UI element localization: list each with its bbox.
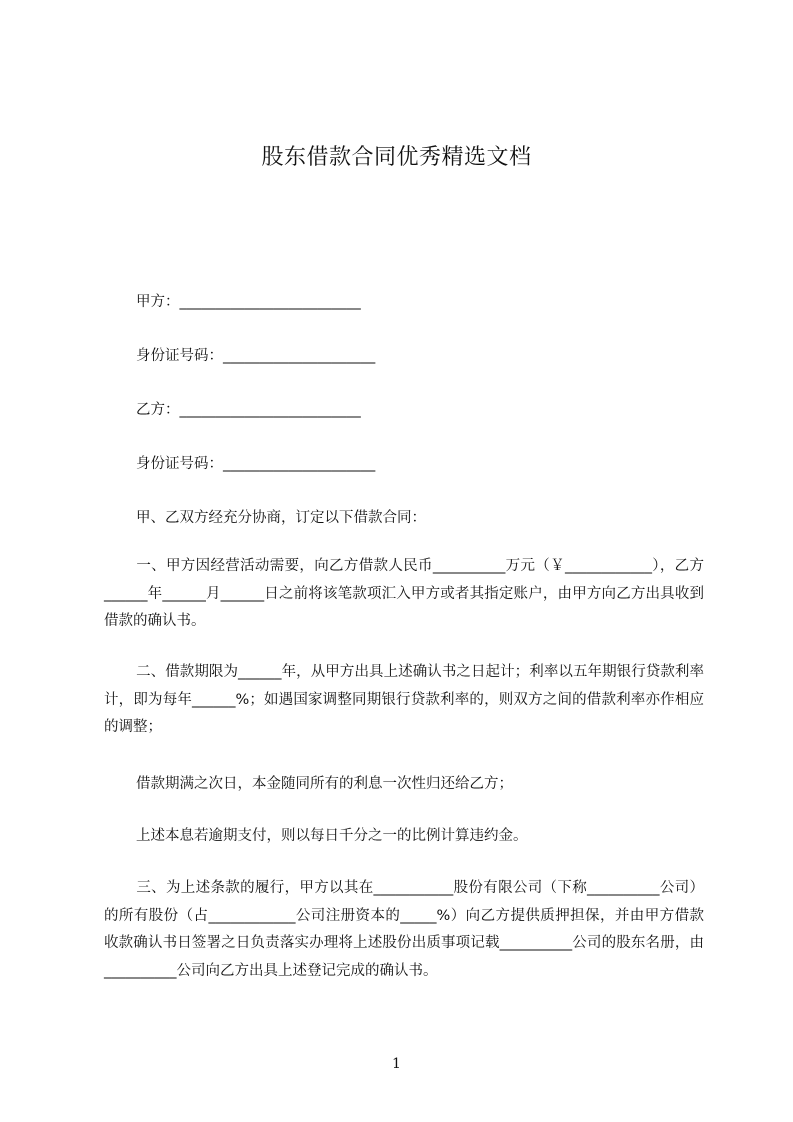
intro-text: 甲、乙双方经充分协商，订定以下借款合同： — [136, 510, 426, 526]
document-title: 股东借款合同优秀精选文档 — [261, 145, 532, 170]
page-number: 1 — [392, 1056, 401, 1072]
interest-repayment-line: 借款期满之次日，本金随同所有的利息一次性归还给乙方； — [136, 776, 513, 792]
clause-2-text: 二、借款期限为______年，从甲方出具上述确认书之日起计；利率以五年期银行贷款利率计，即为每年______%；如遇国家调整同期银行贷款利率的，则双方之间的借款利率亦作相应的调整； — [104, 664, 704, 735]
clause-3 — [104, 875, 704, 985]
clause-3-text: 三、为上述条款的履行，甲方以其在___________股份有限公司（下称__________公司）的所有股份（占____________公司注册资本的_____%）向乙方提供质押担保，并由甲方借款收款确认书日签署之日负责落实办理将上述股份出质事项记载__________公司的股东名册，由__________公司向乙方出具上述登记完成的确认书。 — [104, 880, 704, 979]
clause-2 — [104, 659, 704, 742]
party-a-field: 甲方：_________________________ — [136, 294, 361, 310]
clause-1 — [104, 553, 704, 636]
party-b-field: 乙方：_________________________ — [136, 402, 361, 418]
clause-1-text: 一、甲方因经营活动需要，向乙方借款人民币__________万元（￥____________），乙方______年______月______日之前将该笔款项汇入甲方或者其指定账户，由甲方向乙方出具收到借款的确认书。 — [104, 558, 704, 629]
party-a-id-field: 身份证号码：_____________________ — [136, 348, 376, 364]
party-b-id-field: 身份证号码：_____________________ — [136, 456, 376, 472]
penalty-line: 上述本息若逾期支付，则以每日千分之一的比例计算违约金。 — [136, 828, 528, 844]
